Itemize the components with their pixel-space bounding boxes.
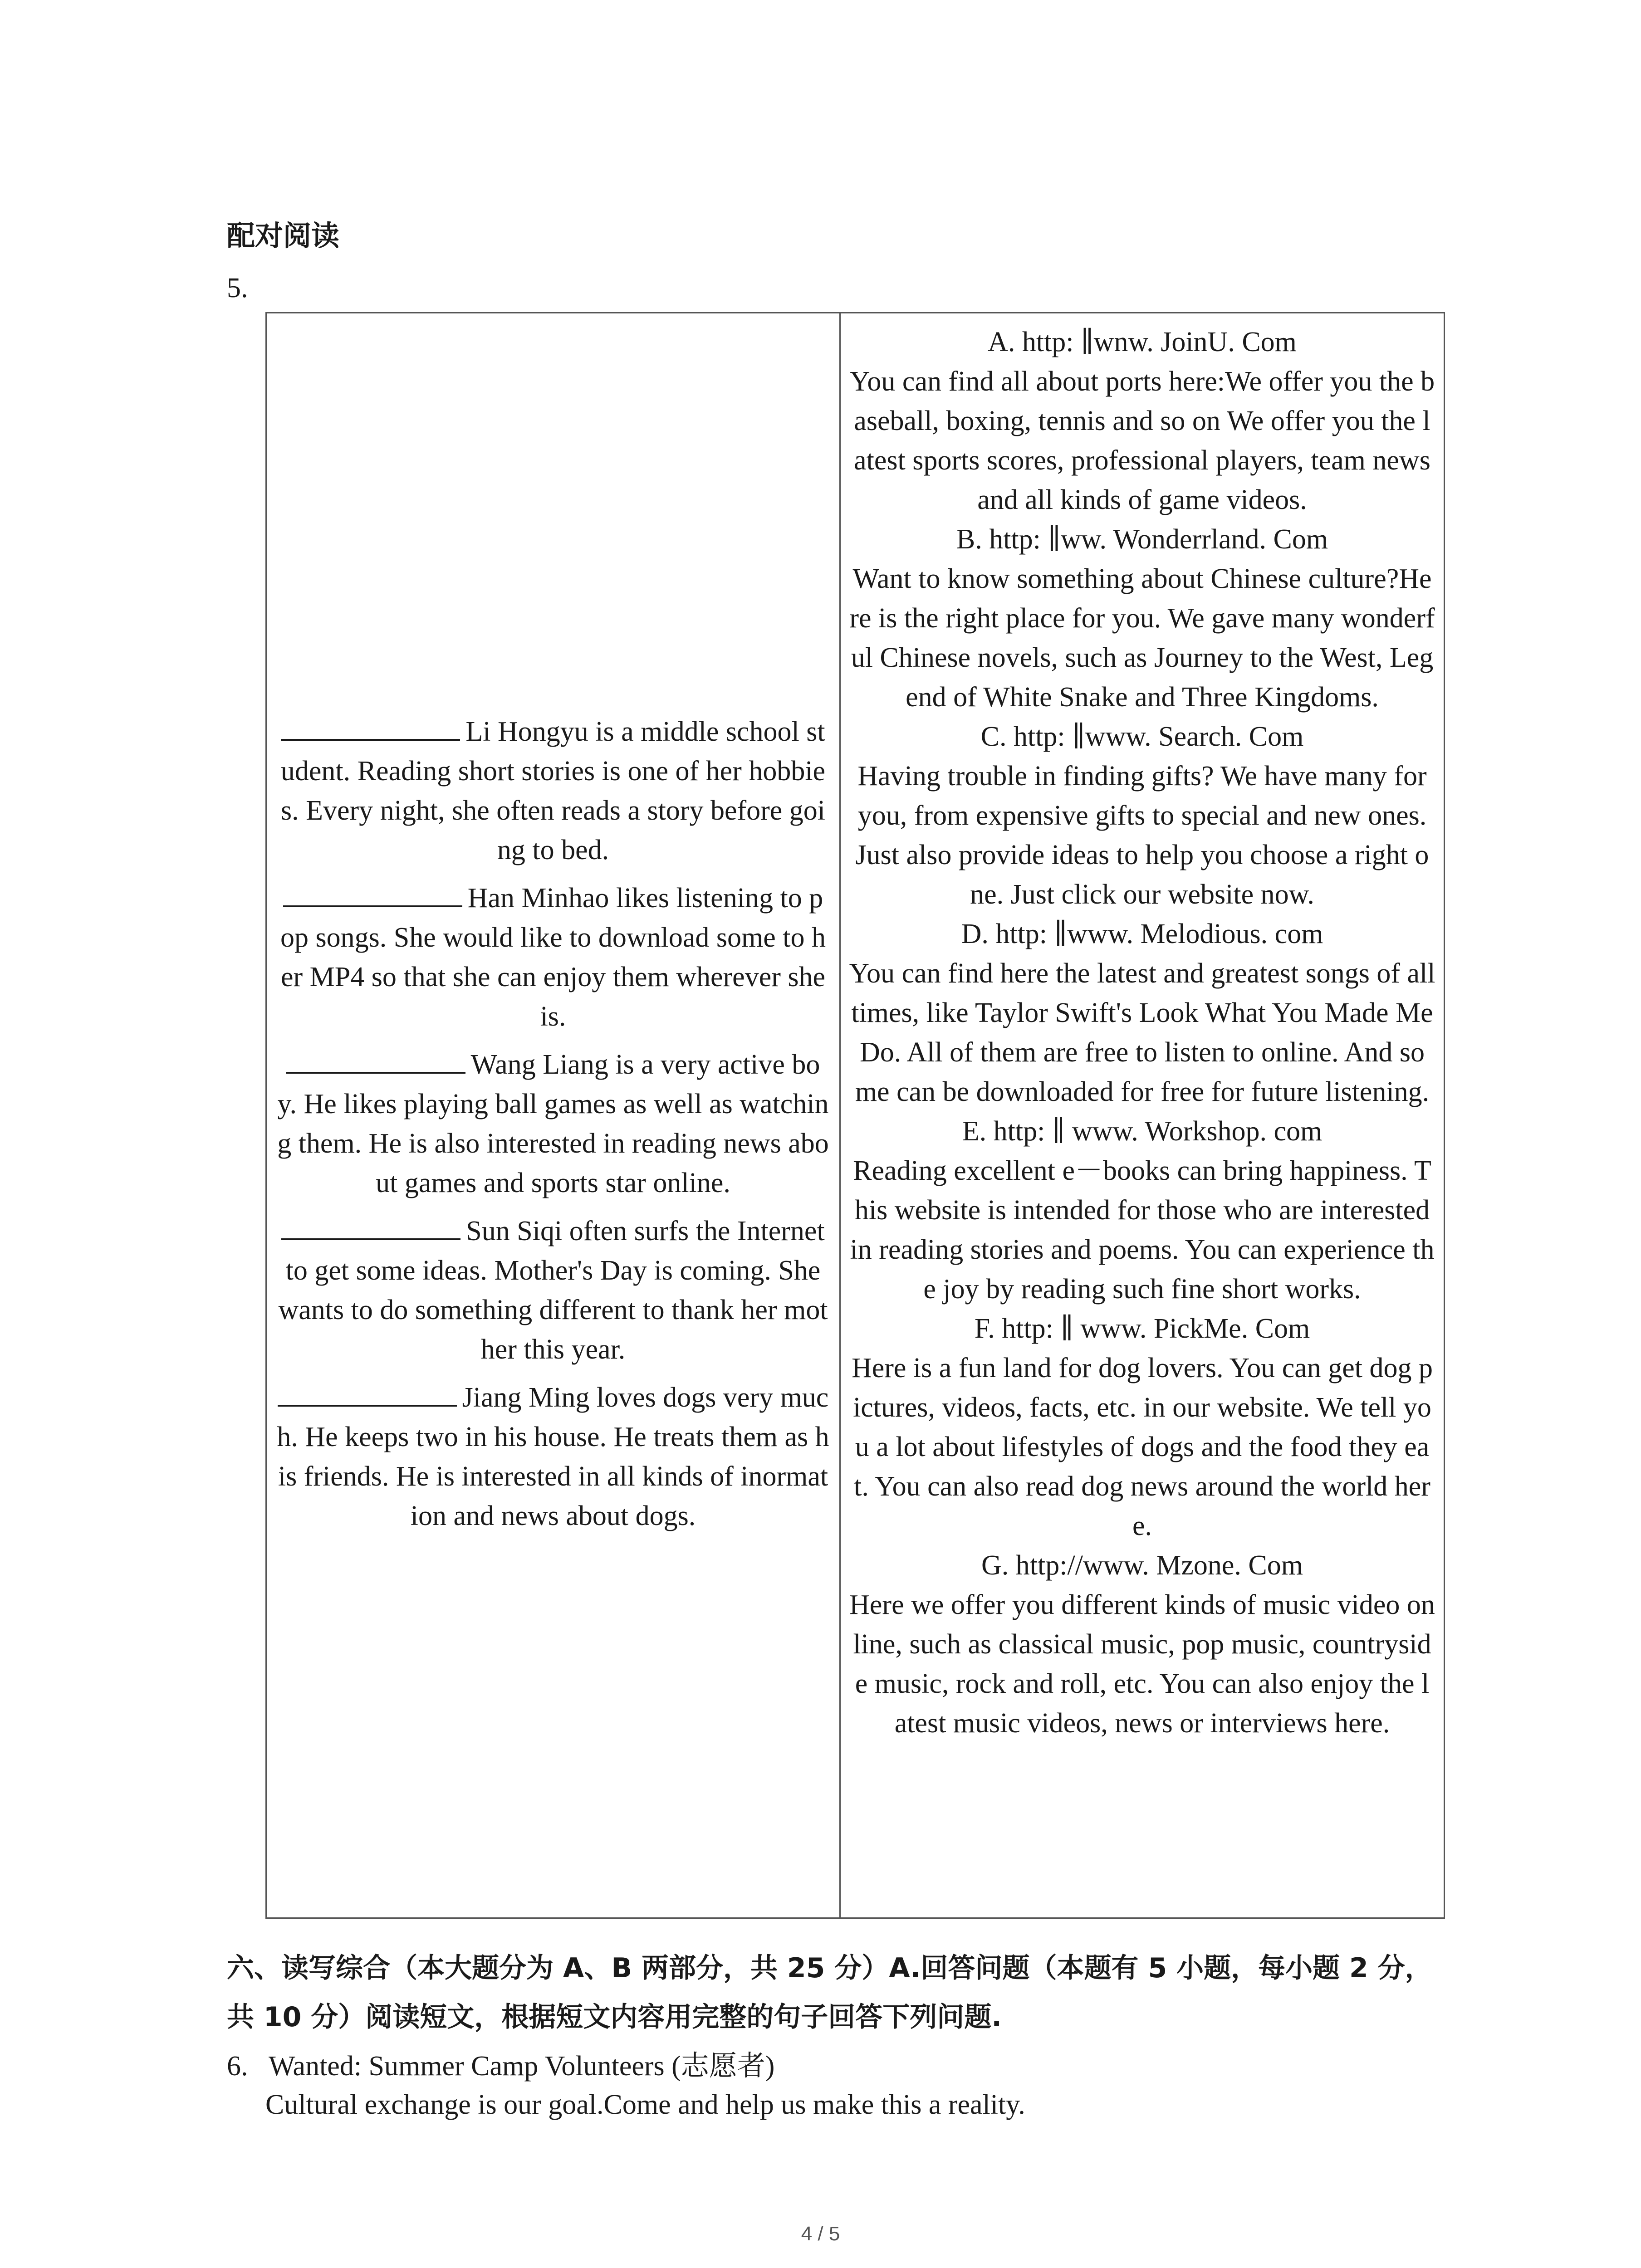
website-url: C. http: ∥www. Search. Com (980, 721, 1304, 752)
question-6-title: Wanted: Summer Camp Volunteers (志愿者) (269, 2051, 775, 2082)
section-6-title: 六、读写综合（本大题分为 A、B 两部分，共 25 分）A.回答问题（本题有 5 小题，每小题 2 分，共 10 分）阅读短文，根据短文内容用完整的句子回答下列问题. (227, 1952, 1432, 2033)
question-6-number: 6. (227, 2051, 248, 2082)
website-url: F. http: ∥ www. PickMe. Com (974, 1313, 1310, 1344)
person-description: Li Hongyu is a middle school student. Reading short stories is one of her hobbies. Every night, she often reads a story before going to bed. (280, 716, 826, 865)
website-description: You can find here the latest and greatest songs of all times, like Taylor Swift's Look What You Made Me Do. All of them are free to listen to online. And some can be downloaded for free for future listening. (849, 958, 1435, 1107)
person-item (277, 1378, 829, 1536)
website-description: Here we offer you different kinds of music video online, such as classical music, pop music, countryside music, rock and roll, etc. You can also enjoy the latest music videos, news or interviews here. (849, 1589, 1435, 1739)
answer-blank[interactable] (278, 1378, 457, 1407)
person-item (277, 1045, 829, 1203)
people-list (277, 712, 829, 1544)
website-url: A. http: ∥wnw. JoinU. Com (988, 327, 1297, 357)
answer-blank[interactable] (281, 1211, 460, 1240)
website-description: Here is a fun land for dog lovers. You can get dog pictures, videos, facts, etc. in our website. We tell you a lot about lifestyles of dogs and the food they eat. You can also read dog news around the world here. (851, 1353, 1433, 1541)
answer-blank[interactable] (286, 1045, 465, 1074)
person-description: Sun Siqi often surfs the Internet to get some ideas. Mother's Day is coming. She wants to do something different to thank her mother this year. (278, 1216, 828, 1365)
people-column (267, 313, 841, 1917)
website-description: Want to know something about Chinese culture?Here is the right place for you. We gave many wonderful Chinese novels, such as Journey to the West, Legend of White Snake and Three Kingdoms. (849, 563, 1435, 713)
website-url: G. http://www. Mzone. Com (981, 1550, 1303, 1581)
page-number: 4 / 5 (801, 2223, 840, 2245)
section-heading: 配对阅读 (227, 219, 340, 252)
websites-column (841, 313, 1444, 1917)
website-description: Having trouble in finding gifts? We have many for you, from expensive gifts to special and new ones. Just also provide ideas to help you choose a right one. Just click our website now. (855, 761, 1429, 910)
person-item (277, 878, 829, 1036)
question-6 (227, 2043, 774, 2089)
matching-table (265, 312, 1445, 1919)
person-description: Wang Liang is a very active boy. He likes playing ball games as well as watching them. He is also interested in reading news about games and sports star online. (277, 1049, 829, 1198)
website-url: E. http: ∥ www. Workshop. com (962, 1116, 1323, 1147)
person-description: Han Minhao likes listening to pop songs. She would like to download some to her MP4 so that she can enjoy them wherever she is. (280, 883, 826, 1032)
website-url: D. http: ∥www. Melodious. com (961, 919, 1323, 949)
question-5-number: 5. (227, 273, 248, 303)
person-item (277, 1211, 829, 1369)
website-url: B. http: ∥ww. Wonderrland. Com (956, 524, 1328, 555)
answer-blank[interactable] (283, 878, 462, 907)
question-6-body: Cultural exchange is our goal.Come and help us make this a reality. (265, 2089, 1025, 2120)
answer-blank[interactable] (281, 712, 460, 741)
person-description: Jiang Ming loves dogs very much. He keeps two in his house. He treats them as his friends. He is interested in all kinds of inormation and news about dogs. (277, 1382, 829, 1531)
person-item (277, 712, 829, 870)
website-description: You can find all about ports here:We offer you the baseball, boxing, tennis and so on We offer you the latest sports scores, professional players, team news and all kinds of game videos. (849, 366, 1435, 515)
website-description: Reading excellent e－books can bring happiness. This website is intended for those who are interested in reading stories and poems. You can experience the joy by reading such fine short works. (850, 1155, 1435, 1305)
